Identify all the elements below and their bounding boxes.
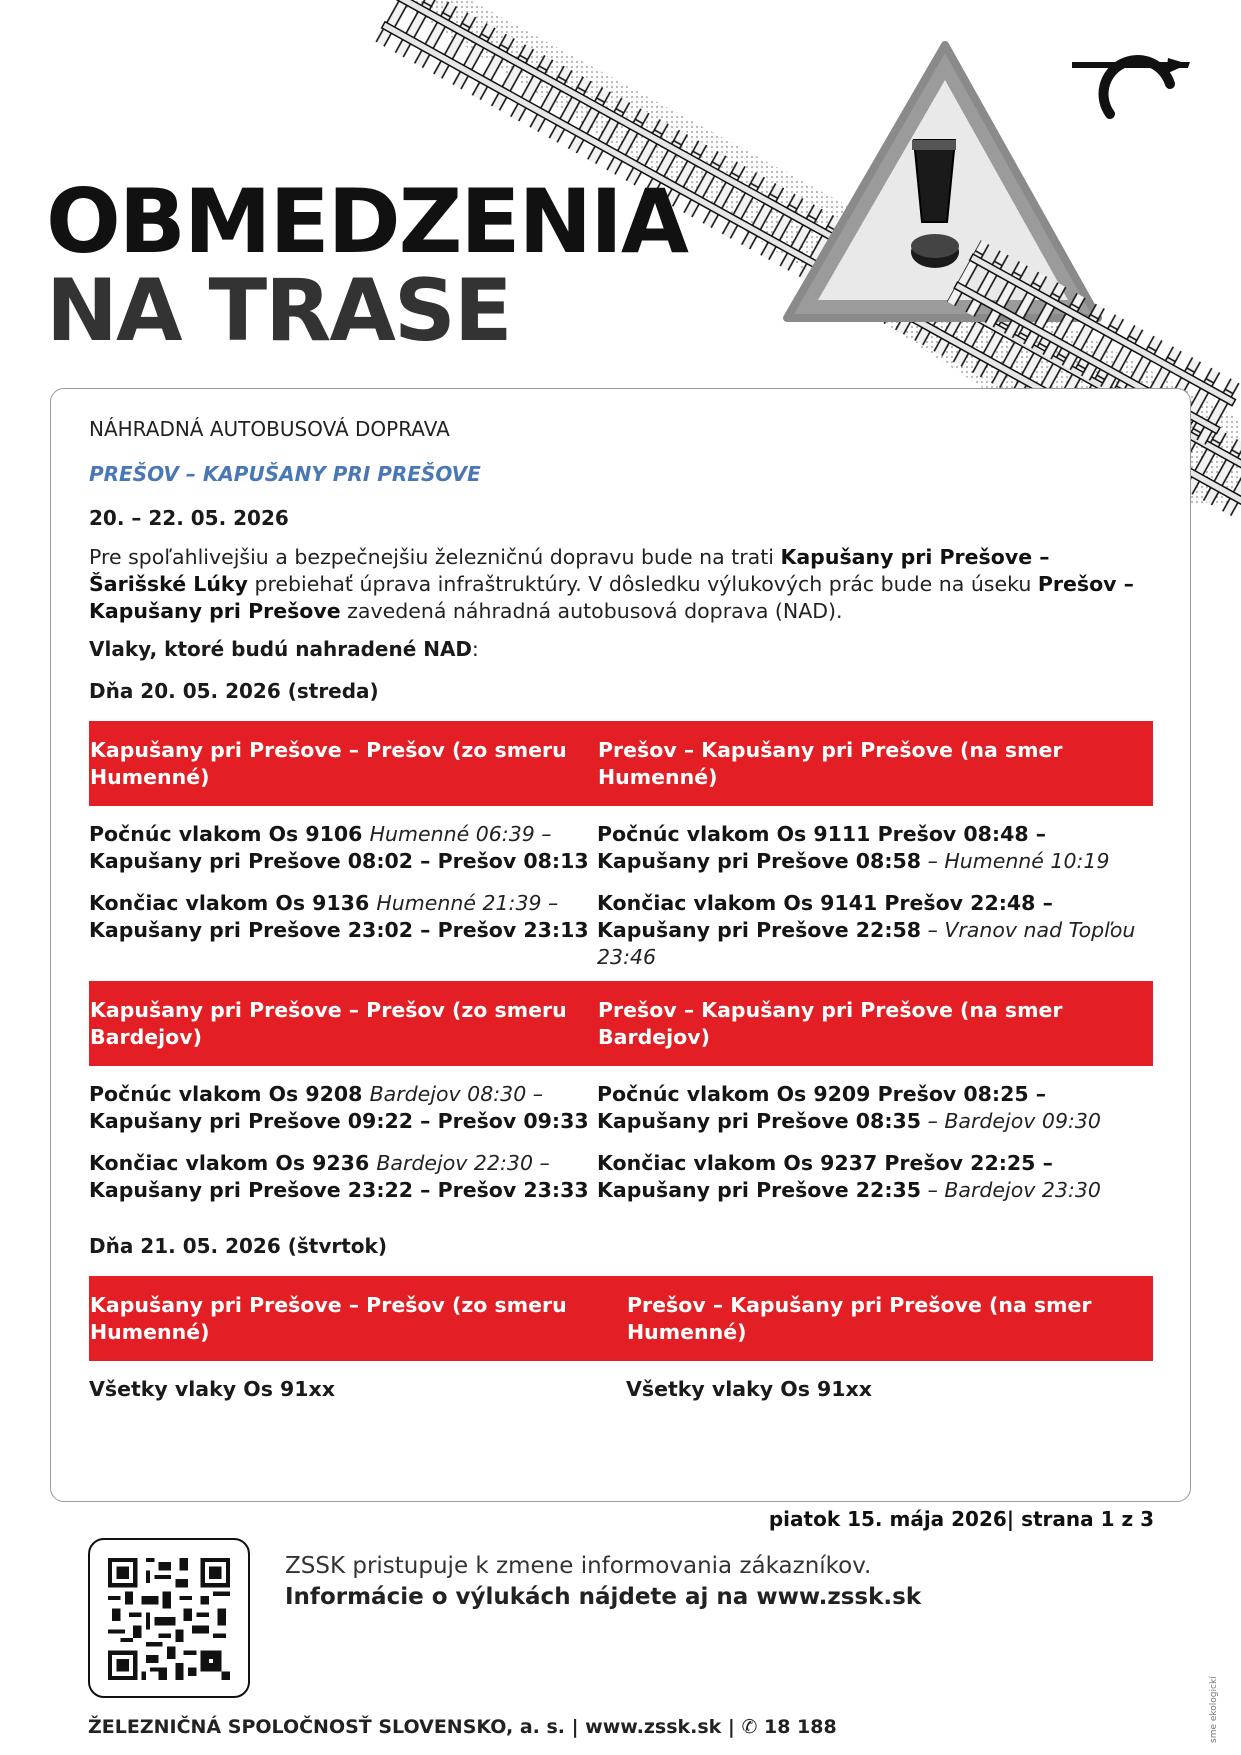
table-cell — [89, 1081, 597, 1204]
table-cell: Všetky vlaky Os 91xx — [89, 1377, 335, 1401]
table-row — [89, 1066, 1153, 1214]
first-train: Počnúc vlakom Os 9209 Prešov 08:25 – Kapušany pri Prešove 08:35 – Bardejov 09:30 — [597, 1082, 1101, 1133]
first-train: Počnúc vlakom Os 9208 Bardejov 08:30 – Kapušany pri Prešove 09:22 – Prešov 09:33 — [89, 1082, 589, 1133]
table-cell: Všetky vlaky Os 91xx — [626, 1377, 872, 1401]
intro-paragraph: Pre spoľahlivejšiu a bezpečnejšiu železničnú dopravu bude na trati Kapušany pri Prešove – Šarišské Lúky prebiehať úprava infraštruktúry. V dôsledku výlukových prác bude na úseku Prešov – Kapušany pri Prešove zavedená náhradná autobusová doprava (NAD). — [89, 545, 1134, 623]
service-type: NÁHRADNÁ AUTOBUSOVÁ DOPRAVA — [89, 417, 450, 441]
table-header-row — [89, 721, 1153, 806]
last-train: Končiac vlakom Os 9136 Humenné 21:39 – Kapušany pri Prešove 23:02 – Prešov 23:13 — [89, 891, 589, 942]
table-row — [89, 806, 1153, 981]
day1-heading: Dňa 20. 05. 2026 (streda) — [89, 679, 379, 703]
column-header-from-humenne: Kapušany pri Prešove – Prešov (zo smeru Humenné) — [90, 737, 567, 789]
first-train: Počnúc vlakom Os 9106 Humenné 06:39 – Kapušany pri Prešove 08:02 – Prešov 08:13 — [89, 822, 589, 873]
company-info: ŽELEZNIČNÁ SPOLOČNOSŤ SLOVENSKO, a. s. | www.zssk.sk | ✆ 18 188 — [88, 1716, 837, 1738]
table-cell — [597, 821, 1153, 971]
page-title-line1: OBMEDZENIA — [46, 170, 688, 273]
page-info: piatok 15. mája 2026| strana 1 z 3 — [768, 1507, 1154, 1531]
column-header-from-humenne: Kapušany pri Prešove – Prešov (zo smeru Humenné) — [90, 1292, 567, 1344]
notice-line2: Informácie o výlukách nájdete aj na www.zssk.sk — [285, 1584, 922, 1610]
eco-badge — [1205, 1625, 1225, 1745]
trains-heading: Vlaky, ktoré budú nahradené NAD: — [89, 637, 479, 661]
column-header-to-bardejov: Prešov – Kapušany pri Prešove (na smer Bardejov) — [598, 997, 1063, 1049]
last-train: Končiac vlakom Os 9141 Prešov 22:48 – Kapušany pri Prešove 22:58 – Vranov nad Topľou 23:46 — [597, 891, 1136, 969]
date-range: 20. – 22. 05. 2026 — [89, 506, 289, 530]
table-header-row — [89, 981, 1153, 1066]
day1-schedule-table — [89, 721, 1153, 1214]
day2-heading: Dňa 21. 05. 2026 (štvrtok) — [89, 1234, 387, 1258]
qr-code-frame[interactable] — [88, 1538, 250, 1698]
content-card — [50, 388, 1191, 1502]
column-header-to-humenne: Prešov – Kapušany pri Prešove (na smer Humenné) — [598, 737, 1063, 789]
route-title: PREŠOV – KAPUŠANY PRI PREŠOVE — [89, 462, 481, 486]
first-train: Počnúc vlakom Os 9111 Prešov 08:48 – Kapušany pri Prešove 08:58 – Humenné 10:19 — [597, 822, 1110, 873]
table-row — [89, 1361, 1153, 1401]
table-cell — [597, 1081, 1153, 1204]
eco-label: sme ekologickí — [1209, 1676, 1219, 1743]
warning-triangle-exclamation-icon — [787, 45, 1098, 318]
column-header-from-bardejov: Kapušany pri Prešove – Prešov (zo smeru Bardejov) — [90, 997, 567, 1049]
zssk-logo — [1070, 44, 1196, 126]
column-header-to-humenne: Prešov – Kapušany pri Prešove (na smer Humenné) — [627, 1292, 1092, 1344]
table-cell — [89, 821, 597, 971]
last-train: Končiac vlakom Os 9236 Bardejov 22:30 – Kapušany pri Prešove 23:22 – Prešov 23:33 — [89, 1151, 589, 1202]
page-title-line2: NA TRASE — [46, 261, 511, 361]
qr-code[interactable] — [108, 1558, 230, 1680]
table-header-row — [89, 1276, 1153, 1361]
notice-line1: ZSSK pristupuje k zmene informovania zákazníkov. — [285, 1553, 872, 1579]
last-train: Končiac vlakom Os 9237 Prešov 22:25 – Kapušany pri Prešove 22:35 – Bardejov 23:30 — [597, 1151, 1101, 1202]
day2-schedule-table — [89, 1276, 1153, 1401]
